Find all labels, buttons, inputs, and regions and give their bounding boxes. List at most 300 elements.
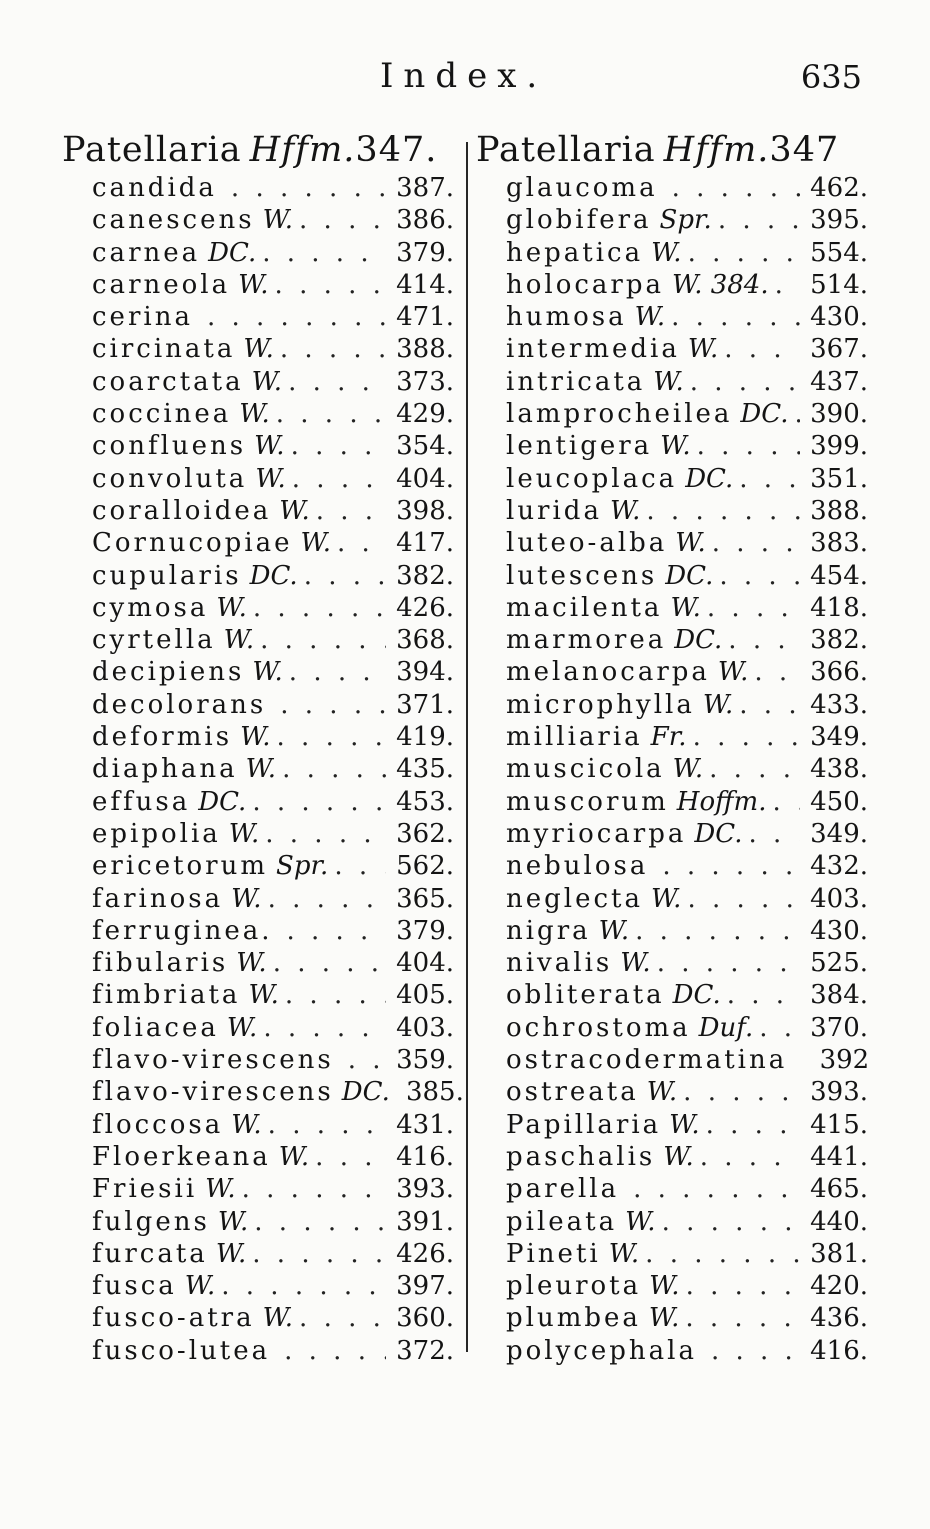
dot-leader (748, 818, 800, 850)
species-author: W. (279, 495, 310, 526)
dot-leader (672, 172, 800, 204)
genus-authority: Hffm. (249, 130, 356, 170)
index-entry (62, 592, 454, 624)
species-author: W. (648, 1303, 680, 1334)
page-reference: 450. (810, 786, 868, 817)
species-epithet: cerina (92, 302, 193, 333)
species-author: W. (252, 657, 283, 688)
species-author: Spr. (276, 851, 329, 882)
page-reference: 432. (810, 851, 868, 882)
index-entry (62, 560, 454, 592)
dot-leader (263, 1012, 386, 1044)
species-epithet: deformis (92, 722, 233, 753)
index-entry (62, 1270, 454, 1302)
column-divider (466, 142, 468, 1352)
species-epithet: flavo-virescens (92, 1077, 334, 1108)
species-epithet: carneola (92, 269, 231, 300)
index-entry (62, 850, 454, 882)
species-epithet: circinata (92, 334, 236, 365)
species-epithet: fusco-lutea (92, 1335, 271, 1366)
dot-leader (759, 1012, 800, 1044)
page-reference: 404. (396, 948, 454, 979)
species-epithet: lentigera (506, 431, 653, 462)
page-reference: 429. (396, 399, 454, 430)
page-reference: 354. (396, 431, 454, 462)
species-author: W. (239, 399, 270, 430)
species-epithet: effusa (92, 786, 191, 817)
dot-leader (795, 398, 801, 430)
index-entry (476, 398, 868, 430)
dot-leader (252, 1238, 386, 1270)
species-epithet: ostreata (506, 1077, 639, 1108)
page-reference: 379. (396, 237, 454, 268)
species-epithet: nivalis (506, 948, 613, 979)
species-epithet: pleurota (506, 1271, 642, 1302)
page-reference: 351. (810, 463, 868, 494)
page-reference: 388. (396, 334, 454, 365)
dot-leader (262, 237, 386, 269)
page-reference: 349. (810, 818, 868, 849)
species-author: W. (255, 463, 286, 494)
species-epithet: canescens (92, 205, 255, 236)
page-reference: 418. (810, 592, 868, 623)
species-epithet: carnea (92, 237, 201, 268)
index-entry (476, 1076, 868, 1108)
page-reference: 391. (396, 1206, 454, 1237)
left-column (62, 128, 464, 1367)
species-author: W. (663, 1141, 694, 1172)
index-entry (62, 883, 454, 915)
index-entry (476, 1173, 868, 1205)
genus-authority: Hffm. (663, 130, 770, 170)
species-epithet: nigra (506, 915, 591, 946)
species-author: DC. (740, 399, 789, 430)
page-reference: 388. (810, 495, 868, 526)
dot-leader (633, 1173, 800, 1205)
dot-leader (265, 818, 386, 850)
species-epithet: intricata (506, 366, 646, 397)
dot-leader (337, 527, 386, 559)
dot-leader (728, 624, 800, 656)
index-entry (476, 818, 868, 850)
dot-leader (685, 1302, 800, 1334)
page-reference: 416. (810, 1335, 868, 1366)
dot-leader (231, 172, 386, 204)
page-reference: 359. (396, 1045, 454, 1076)
genus-page: 347. (355, 130, 438, 170)
dot-leader (268, 883, 386, 915)
dot-leader (683, 1076, 800, 1108)
dot-leader (635, 915, 800, 947)
index-entry (62, 1173, 454, 1205)
index-entry (62, 237, 454, 269)
species-author: W. (660, 431, 691, 462)
species-epithet: decolorans (92, 689, 267, 720)
index-entry (62, 1076, 464, 1108)
dot-leader (348, 1044, 386, 1076)
species-author: DC. (674, 625, 723, 656)
species-epithet: candida (92, 173, 217, 203)
species-epithet: leucoplaca (506, 463, 678, 494)
column-header (476, 128, 868, 172)
dot-leader (282, 753, 386, 785)
species-author: Spr. (659, 205, 712, 236)
species-epithet: neglecta (506, 883, 643, 914)
page-reference: 362. (396, 818, 454, 849)
page-reference: 392 (819, 1045, 870, 1076)
species-author: W. (669, 1109, 700, 1140)
index-entry (62, 1206, 454, 1238)
index-entry (476, 753, 868, 785)
species-author: W. (248, 980, 279, 1011)
species-author: W. (651, 237, 682, 268)
index-entry (62, 818, 454, 850)
index-entry (62, 204, 454, 236)
species-author: W. (300, 528, 331, 559)
dot-leader (706, 1109, 800, 1141)
page-reference: 417. (396, 528, 454, 559)
dot-leader (299, 1302, 386, 1334)
page-reference: 514. (810, 269, 868, 300)
page-reference: 393. (396, 1174, 454, 1205)
species-epithet: microphylla (506, 689, 695, 720)
species-author: W. (651, 883, 682, 914)
page-reference: 430. (810, 302, 868, 333)
species-epithet: globifera (506, 205, 652, 236)
page-reference: 365. (396, 883, 454, 914)
dot-leader (739, 689, 800, 721)
species-epithet: coralloidea (92, 495, 272, 526)
species-epithet: floccosa (92, 1109, 224, 1140)
page-reference: 415. (810, 1109, 868, 1140)
index-entry (62, 398, 454, 430)
index-entry (62, 689, 454, 721)
species-author: DC. (694, 818, 743, 849)
dot-leader (299, 204, 386, 236)
species-epithet: decipiens (92, 657, 245, 688)
species-author: DC. (685, 463, 734, 494)
species-author: W. (675, 528, 706, 559)
species-epithet: fulgens (92, 1206, 210, 1237)
dot-leader (754, 656, 800, 688)
species-epithet: coarctata (92, 366, 244, 397)
index-entry (62, 1302, 454, 1334)
species-author: DC. (208, 237, 257, 268)
page-reference: 454. (810, 560, 868, 591)
dot-leader (291, 430, 386, 462)
species-epithet: Cornucopiae (92, 528, 293, 559)
index-entry (476, 883, 868, 915)
species-epithet: cupularis (92, 560, 242, 591)
species-author: W. (184, 1271, 216, 1302)
index-entry (62, 269, 454, 301)
species-epithet: holocarpa (506, 269, 665, 300)
index-entry (476, 689, 868, 721)
species-epithet: diaphana (92, 754, 238, 785)
right-column (476, 128, 868, 1367)
index-entries (62, 172, 464, 1367)
index-entry (476, 527, 868, 559)
species-epithet: lurida (506, 495, 602, 526)
page-reference: 373. (396, 366, 454, 397)
index-entry (476, 850, 868, 882)
species-epithet: farinosa (92, 883, 224, 914)
species-epithet: melanocarpa (506, 657, 710, 688)
dot-leader (252, 786, 386, 818)
page-reference: 371. (396, 689, 454, 720)
species-author: W. (251, 366, 283, 397)
dot-leader (724, 333, 800, 365)
species-epithet: hepatica (506, 237, 644, 268)
species-epithet: polycephala (506, 1335, 697, 1366)
page-reference: 399. (810, 431, 868, 462)
species-author: W. (646, 1077, 678, 1108)
species-epithet: cymosa (92, 592, 209, 623)
index-entry (62, 1109, 454, 1141)
species-epithet: flavo-virescens (92, 1045, 334, 1076)
index-entry (476, 915, 868, 947)
species-author: W. (634, 302, 666, 333)
index-entry (476, 463, 868, 495)
species-author: W. (240, 722, 271, 753)
dot-leader (254, 1206, 386, 1238)
dot-leader (727, 979, 800, 1011)
species-author: DC. (249, 560, 298, 591)
index-entry (62, 915, 454, 947)
species-epithet: ferruginea. (92, 915, 273, 946)
species-epithet: fusco-atra (92, 1303, 255, 1334)
index-entry (62, 495, 454, 527)
index-entry (62, 1335, 454, 1367)
dot-leader (693, 721, 800, 753)
species-epithet: confluens (92, 431, 247, 462)
species-author: DC. (198, 786, 247, 817)
index-entry (476, 1044, 868, 1076)
dot-leader (671, 301, 800, 333)
page-reference: 554. (810, 237, 868, 268)
dot-leader (662, 850, 800, 882)
species-author: DC. (665, 560, 714, 591)
species-epithet: lutescens (506, 560, 658, 591)
page-reference: 440. (810, 1206, 868, 1237)
species-author: W. (620, 948, 651, 979)
column-header (62, 128, 454, 172)
page-reference: 372. (396, 1335, 454, 1366)
species-author: W. (217, 1206, 249, 1237)
page-reference: 430. (810, 915, 868, 946)
index-entry (476, 1141, 868, 1173)
index-entry (476, 1302, 868, 1334)
species-author: W. (649, 1271, 680, 1302)
dot-leader (273, 947, 386, 979)
page-reference: 453. (396, 786, 454, 817)
species-epithet: muscorum (506, 786, 669, 817)
species-epithet: milliaria (506, 722, 643, 753)
dot-leader (688, 237, 800, 269)
dot-leader (289, 656, 386, 688)
species-epithet: Friesii (92, 1174, 198, 1205)
index-title: Index. (380, 56, 548, 96)
species-author: W. (608, 1238, 640, 1269)
index-entry (62, 624, 454, 656)
page-reference: 416. (396, 1141, 454, 1172)
dot-leader (646, 495, 800, 527)
genus-name: Patellaria (62, 130, 242, 170)
page-reference: 441. (810, 1141, 868, 1172)
species-author: W. (254, 431, 285, 462)
index-entry (62, 947, 454, 979)
dot-leader (657, 947, 800, 979)
index-entry (476, 333, 868, 365)
dot-leader (712, 527, 800, 559)
species-author: W. (609, 495, 641, 526)
index-entry (476, 721, 868, 753)
species-epithet: Floerkeana (92, 1141, 271, 1172)
page-reference: 426. (396, 592, 454, 623)
species-epithet: ochrostoma (506, 1012, 691, 1043)
species-author: DC. (672, 980, 721, 1011)
dot-leader (304, 560, 386, 592)
page-reference: 382. (396, 560, 454, 591)
page-reference: 370. (810, 1012, 868, 1043)
species-author: W. (215, 1238, 247, 1269)
page-reference: 471. (396, 302, 454, 333)
index-entry (62, 1238, 454, 1270)
dot-leader (719, 560, 800, 592)
index-entry (476, 1270, 868, 1302)
species-author: DC. (341, 1077, 390, 1108)
index-entry (476, 172, 868, 204)
species-author: W. (670, 592, 701, 623)
species-author: W. (243, 334, 274, 365)
dot-leader (292, 463, 386, 495)
dot-leader (285, 979, 386, 1011)
dot-leader (775, 269, 800, 301)
species-epithet: foliacea (92, 1012, 219, 1043)
species-author: W. (262, 205, 294, 236)
species-epithet: coccinea (92, 399, 232, 430)
species-author: W. (223, 625, 255, 656)
page-reference: 386. (396, 205, 454, 236)
species-author: W. (625, 1206, 656, 1237)
species-author: W. (228, 818, 260, 849)
species-epithet: macilenta (506, 592, 663, 623)
dot-leader (686, 1270, 800, 1302)
page-reference: 562. (396, 851, 454, 882)
dot-leader (288, 366, 386, 398)
species-epithet: cyrtella (92, 625, 216, 656)
page-reference: 462. (810, 173, 868, 203)
dot-leader (709, 753, 800, 785)
species-author: W. (653, 366, 684, 397)
page-reference: 404. (396, 463, 454, 494)
page-reference: 420. (810, 1271, 868, 1302)
species-author: W. (702, 689, 734, 720)
index-entry (476, 1012, 868, 1044)
species-epithet: ericetorum (92, 851, 269, 882)
species-epithet: humosa (506, 302, 627, 333)
species-epithet: pileata (506, 1206, 618, 1237)
dot-leader (276, 398, 386, 430)
index-entry (62, 527, 454, 559)
index-entry (62, 979, 454, 1011)
page-reference: 419. (396, 722, 454, 753)
genus-name: Patellaria (476, 130, 656, 170)
page-reference: 381. (810, 1238, 868, 1269)
species-epithet: muscicola (506, 754, 665, 785)
index-entry (476, 592, 868, 624)
dot-leader (315, 1141, 386, 1173)
running-head (0, 56, 930, 100)
species-epithet: furcata (92, 1238, 208, 1269)
index-entry (476, 269, 868, 301)
index-entry (476, 430, 868, 462)
dot-leader (277, 721, 386, 753)
species-author: W. (672, 754, 704, 785)
dot-leader (697, 430, 800, 462)
page-reference: 426. (396, 1238, 454, 1269)
index-entry (62, 366, 454, 398)
species-epithet: glaucoma (506, 173, 658, 203)
index-entry (476, 1206, 868, 1238)
page-reference: 368. (396, 625, 454, 656)
index-entry (476, 1335, 868, 1367)
index-entry (62, 430, 454, 462)
species-author: W. (278, 1141, 310, 1172)
species-author: W. (236, 948, 267, 979)
species-author: W. (717, 657, 749, 688)
index-entry (62, 301, 454, 333)
species-author: W. (238, 269, 269, 300)
dot-leader (242, 1173, 386, 1205)
index-entry (476, 656, 868, 688)
dot-leader (280, 689, 386, 721)
index-entry (476, 624, 868, 656)
index-entry (62, 1044, 454, 1076)
dot-leader (286, 915, 386, 947)
page-reference: 382. (810, 625, 868, 656)
species-epithet: luteo-alba (506, 528, 668, 559)
dot-leader (700, 1141, 800, 1173)
dot-leader (772, 786, 800, 818)
page-reference: 394. (396, 657, 454, 688)
page-reference: 414. (396, 269, 454, 300)
species-epithet: Papillaria (506, 1109, 662, 1140)
species-epithet: fusca (92, 1271, 177, 1302)
page-reference: 384. (810, 980, 868, 1011)
dot-leader (645, 1238, 800, 1270)
page-reference: 397. (396, 1271, 454, 1302)
dot-leader (260, 624, 386, 656)
page-reference: 433. (810, 689, 868, 720)
dot-leader (739, 463, 800, 495)
page-reference: 395. (810, 205, 868, 236)
species-epithet: fimbriata (92, 980, 241, 1011)
page-reference: 360. (396, 1303, 454, 1334)
page-reference: 405. (396, 980, 454, 1011)
species-epithet: myriocarpa (506, 818, 687, 849)
page-reference: 387. (396, 173, 454, 203)
index-entry (476, 495, 868, 527)
index-entry (476, 237, 868, 269)
species-author: Hoffm. (676, 786, 767, 817)
genus-page: 347 (769, 130, 840, 170)
dot-leader (707, 592, 800, 624)
index-entry (62, 753, 454, 785)
page-reference: 385. (405, 1077, 464, 1108)
dot-leader (275, 269, 386, 301)
species-author: W. 384. (672, 269, 769, 300)
